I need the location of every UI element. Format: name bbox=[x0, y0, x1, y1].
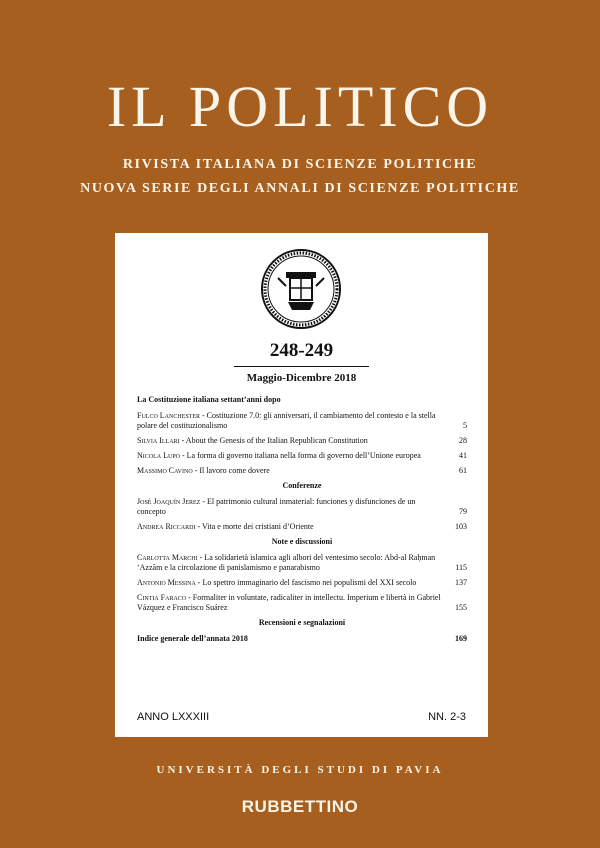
toc-entry[interactable] bbox=[137, 411, 467, 431]
index-title: Indice generale dell’annata 2018 bbox=[137, 634, 248, 643]
section-heading: Conferenze bbox=[282, 481, 322, 490]
section-heading: Recensioni e segnalazioni bbox=[258, 618, 346, 627]
entry-title: - La forma di governo italiana nella forma di governo dell’Unione europea bbox=[180, 451, 421, 460]
entry-title: - La solidarietà islamica agli albori del ventesimo secolo: Abd-al Raḥman ‘Azzām e la circolazione di panislamismo e panarabismo bbox=[137, 553, 436, 572]
entry-page: 115 bbox=[455, 563, 467, 572]
entry-page: 28 bbox=[459, 436, 467, 445]
entry-page: 155 bbox=[455, 603, 467, 612]
toc-entry[interactable] bbox=[137, 436, 467, 446]
issue-number: 248-249 bbox=[269, 340, 334, 361]
entry-title: - About the Genesis of the Italian Republican Constitution bbox=[179, 436, 368, 445]
entry-title: - El patrimonio cultural inmaterial: funciones y disfunciones de un concepto bbox=[137, 497, 416, 516]
entry-title: - Lo spettro immaginario del fascismo nei populismi del XXI secolo bbox=[195, 578, 417, 587]
entry-author: Nicola Lupo bbox=[137, 451, 180, 460]
entry-title: - Il lavoro come dovere bbox=[192, 466, 270, 475]
contents-panel bbox=[115, 233, 488, 737]
journal-subtitle-1: RIVISTA ITALIANA DI SCIENZE POLITICHE bbox=[122, 157, 478, 172]
section-heading: Note e discussioni bbox=[271, 537, 333, 546]
section-heading: La Costituzione italiana settant’anni dopo bbox=[137, 395, 281, 404]
entry-page: 61 bbox=[459, 466, 467, 475]
index-page: 169 bbox=[455, 634, 467, 643]
index-entry[interactable] bbox=[137, 634, 467, 644]
university-name: UNIVERSITÀ DEGLI STUDI DI PAVIA bbox=[156, 764, 444, 776]
toc-entry[interactable] bbox=[137, 553, 467, 573]
toc-entry[interactable] bbox=[137, 497, 467, 517]
entry-title: - Vita e morte dei cristiani d’Oriente bbox=[195, 522, 314, 531]
entry-page: 137 bbox=[455, 578, 467, 587]
entry-author: Andrea Riccardi bbox=[137, 522, 196, 531]
toc-entry[interactable] bbox=[137, 466, 467, 476]
entry-title: - Costituzione 7.0: gli anniversari, il cambiamento del contesto e la stella polare del costituzionalismo bbox=[137, 411, 436, 430]
toc-entry[interactable] bbox=[137, 451, 467, 461]
issue-date: Maggio-Dicembre 2018 bbox=[246, 372, 357, 384]
toc-entry[interactable] bbox=[137, 578, 467, 588]
toc-entry[interactable] bbox=[137, 593, 467, 613]
table-of-contents bbox=[137, 395, 467, 649]
entry-author: Silvia Illari bbox=[137, 436, 180, 445]
entry-author: Cintia Faraco bbox=[137, 593, 187, 602]
toc-entry[interactable] bbox=[137, 522, 467, 532]
entry-page: 5 bbox=[463, 421, 467, 430]
issue-numbers: NN. 2-3 bbox=[428, 711, 466, 723]
university-seal-icon bbox=[260, 248, 342, 330]
entry-author: Massimo Cavino bbox=[137, 466, 193, 475]
entry-author: Carlotta Marchi bbox=[137, 553, 198, 562]
entry-author: José Joaquín Jerez bbox=[137, 497, 201, 506]
entry-page: 79 bbox=[459, 507, 467, 516]
issue-divider bbox=[234, 366, 369, 367]
entry-author: Fulco Lanchester bbox=[137, 411, 201, 420]
entry-page: 103 bbox=[455, 522, 467, 531]
journal-subtitle-2: NUOVA SERIE DEGLI ANNALI DI SCIENZE POLITICHE bbox=[80, 181, 520, 196]
volume-year: ANNO LXXXIII bbox=[137, 711, 210, 723]
entry-page: 41 bbox=[459, 451, 467, 460]
publisher-logo: RUBBETTINO bbox=[241, 797, 359, 816]
journal-title: IL POLITICO bbox=[106, 74, 494, 139]
entry-title: - Formaliter in voluntate, radicaliter in intellectu. Imperium e libertà in Gabriel Vázquez e Francisco Suárez bbox=[137, 593, 441, 612]
entry-author: Antonio Messina bbox=[137, 578, 196, 587]
